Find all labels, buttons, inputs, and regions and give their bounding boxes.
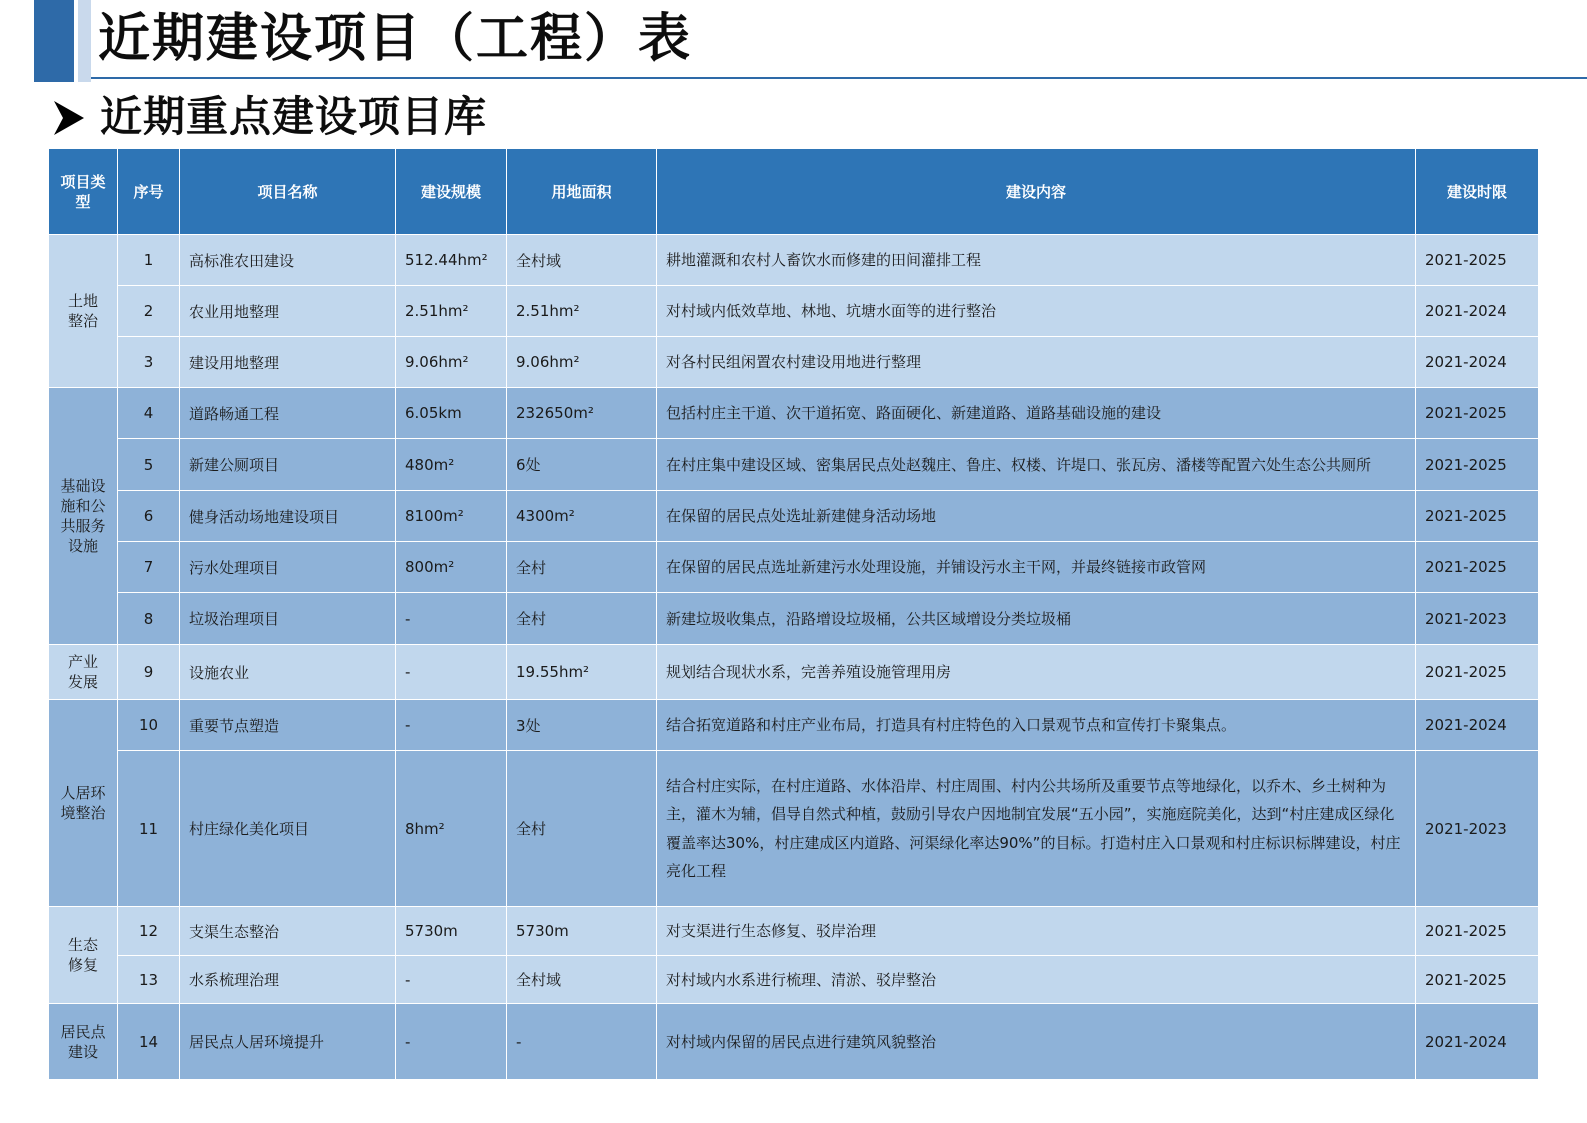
area-cell: 4300m² bbox=[507, 491, 657, 542]
category-cell bbox=[49, 700, 118, 907]
area-cell: 2.51hm² bbox=[507, 286, 657, 337]
table-row bbox=[49, 235, 1539, 286]
table-header-row bbox=[49, 149, 1539, 235]
seq-cell: 1 bbox=[118, 235, 180, 286]
category-label: 基础设施和公共服务设施 bbox=[60, 477, 106, 555]
area-cell: 6处 bbox=[507, 439, 657, 491]
category-group bbox=[49, 235, 1539, 388]
category-cell bbox=[49, 907, 118, 1004]
content-cell: 对各村民组闲置农村建设用地进行整理 bbox=[657, 337, 1416, 388]
table-row bbox=[49, 388, 1539, 439]
name-cell: 垃圾治理项目 bbox=[180, 593, 396, 645]
category-cell bbox=[49, 645, 118, 700]
period-cell: 2021-2025 bbox=[1416, 235, 1539, 286]
title-accent-stripe bbox=[78, 0, 91, 82]
period-cell: 2021-2023 bbox=[1416, 751, 1539, 907]
period-cell: 2021-2024 bbox=[1416, 1004, 1539, 1080]
area-cell: 19.55hm² bbox=[507, 645, 657, 700]
content-cell: 对支渠进行生态修复、驳岸治理 bbox=[657, 907, 1416, 956]
table-row bbox=[49, 1004, 1539, 1080]
seq-cell: 7 bbox=[118, 542, 180, 593]
category-group bbox=[49, 907, 1539, 1004]
section-title: 近期重点建设项目库 bbox=[100, 92, 488, 141]
category-label: 人居环境整治 bbox=[60, 784, 106, 822]
header-seq: 序号 bbox=[118, 149, 180, 235]
category-label: 产业发展 bbox=[67, 653, 98, 691]
area-cell: 全村 bbox=[507, 593, 657, 645]
area-cell: - bbox=[507, 1004, 657, 1080]
name-cell: 居民点人居环境提升 bbox=[180, 1004, 396, 1080]
area-cell: 232650m² bbox=[507, 388, 657, 439]
content-cell: 结合拓宽道路和村庄产业布局，打造具有村庄特色的入口景观节点和宣传打卡聚集点。 bbox=[657, 700, 1416, 751]
category-cell bbox=[49, 1004, 118, 1080]
content-cell: 在保留的居民点处选址新建健身活动场地 bbox=[657, 491, 1416, 542]
seq-cell: 2 bbox=[118, 286, 180, 337]
category-cell bbox=[49, 388, 118, 645]
content-cell: 对村域内水系进行梳理、清淤、驳岸整治 bbox=[657, 956, 1416, 1004]
area-cell: 9.06hm² bbox=[507, 337, 657, 388]
header-area: 用地面积 bbox=[507, 149, 657, 235]
content-cell: 在保留的居民点选址新建污水处理设施，并铺设污水主干网，并最终链接市政管网 bbox=[657, 542, 1416, 593]
table-row bbox=[49, 751, 1539, 907]
period-cell: 2021-2025 bbox=[1416, 645, 1539, 700]
scale-cell: 8hm² bbox=[396, 751, 507, 907]
header-category: 项目类型 bbox=[49, 149, 118, 235]
seq-cell: 6 bbox=[118, 491, 180, 542]
content-cell: 包括村庄主干道、次干道拓宽、路面硬化、新建道路、道路基础设施的建设 bbox=[657, 388, 1416, 439]
table-row bbox=[49, 593, 1539, 645]
content-cell: 对村域内保留的居民点进行建筑风貌整治 bbox=[657, 1004, 1416, 1080]
name-cell: 建设用地整理 bbox=[180, 337, 396, 388]
category-group bbox=[49, 645, 1539, 700]
seq-cell: 14 bbox=[118, 1004, 180, 1080]
name-cell: 污水处理项目 bbox=[180, 542, 396, 593]
period-cell: 2021-2025 bbox=[1416, 491, 1539, 542]
title-underline bbox=[91, 77, 1587, 79]
period-cell: 2021-2025 bbox=[1416, 907, 1539, 956]
scale-cell: - bbox=[396, 1004, 507, 1080]
name-cell: 道路畅通工程 bbox=[180, 388, 396, 439]
table-row bbox=[49, 542, 1539, 593]
table-row bbox=[49, 700, 1539, 751]
period-cell: 2021-2025 bbox=[1416, 439, 1539, 491]
content-cell: 新建垃圾收集点，沿路增设垃圾桶，公共区域增设分类垃圾桶 bbox=[657, 593, 1416, 645]
category-group bbox=[49, 1004, 1539, 1080]
content-cell: 耕地灌溉和农村人畜饮水而修建的田间灌排工程 bbox=[657, 235, 1416, 286]
seq-cell: 9 bbox=[118, 645, 180, 700]
header-period: 建设时限 bbox=[1416, 149, 1539, 235]
area-cell: 全村 bbox=[507, 542, 657, 593]
projects-table bbox=[48, 148, 1539, 1080]
seq-cell: 4 bbox=[118, 388, 180, 439]
seq-cell: 3 bbox=[118, 337, 180, 388]
category-cell bbox=[49, 235, 118, 388]
seq-cell: 13 bbox=[118, 956, 180, 1004]
area-cell: 全村域 bbox=[507, 235, 657, 286]
name-cell: 支渠生态整治 bbox=[180, 907, 396, 956]
category-label: 土地整治 bbox=[67, 292, 98, 330]
content-cell: 规划结合现状水系，完善养殖设施管理用房 bbox=[657, 645, 1416, 700]
name-cell: 新建公厕项目 bbox=[180, 439, 396, 491]
table-row bbox=[49, 645, 1539, 700]
scale-cell: 8100m² bbox=[396, 491, 507, 542]
scale-cell: 800m² bbox=[396, 542, 507, 593]
header-content: 建设内容 bbox=[657, 149, 1416, 235]
seq-cell: 5 bbox=[118, 439, 180, 491]
period-cell: 2021-2025 bbox=[1416, 388, 1539, 439]
seq-cell: 10 bbox=[118, 700, 180, 751]
name-cell: 水系梳理治理 bbox=[180, 956, 396, 1004]
category-label: 居民点建设 bbox=[60, 1022, 106, 1061]
table-row bbox=[49, 439, 1539, 491]
name-cell: 村庄绿化美化项目 bbox=[180, 751, 396, 907]
header-name: 项目名称 bbox=[180, 149, 396, 235]
period-cell: 2021-2024 bbox=[1416, 337, 1539, 388]
period-cell: 2021-2024 bbox=[1416, 286, 1539, 337]
area-cell: 5730m bbox=[507, 907, 657, 956]
period-cell: 2021-2024 bbox=[1416, 700, 1539, 751]
scale-cell: - bbox=[396, 956, 507, 1004]
table-row bbox=[49, 491, 1539, 542]
content-cell: 在村庄集中建设区域、密集居民点处赵魏庄、鲁庄、权楼、许堤口、张瓦房、潘楼等配置六处生态公共厕所 bbox=[657, 439, 1416, 491]
category-label: 生态修复 bbox=[67, 936, 98, 974]
name-cell: 重要节点塑造 bbox=[180, 700, 396, 751]
table-row bbox=[49, 956, 1539, 1004]
arrow-right-icon bbox=[52, 98, 86, 138]
category-group bbox=[49, 700, 1539, 907]
period-cell: 2021-2025 bbox=[1416, 956, 1539, 1004]
area-cell: 全村域 bbox=[507, 956, 657, 1004]
area-cell: 3处 bbox=[507, 700, 657, 751]
scale-cell: 6.05km bbox=[396, 388, 507, 439]
name-cell: 健身活动场地建设项目 bbox=[180, 491, 396, 542]
area-cell: 全村 bbox=[507, 751, 657, 907]
scale-cell: 512.44hm² bbox=[396, 235, 507, 286]
scale-cell: 2.51hm² bbox=[396, 286, 507, 337]
category-group bbox=[49, 388, 1539, 645]
scale-cell: - bbox=[396, 645, 507, 700]
scale-cell: 5730m bbox=[396, 907, 507, 956]
scale-cell: 9.06hm² bbox=[396, 337, 507, 388]
table-row bbox=[49, 907, 1539, 956]
scale-cell: - bbox=[396, 593, 507, 645]
period-cell: 2021-2025 bbox=[1416, 542, 1539, 593]
name-cell: 高标准农田建设 bbox=[180, 235, 396, 286]
period-cell: 2021-2023 bbox=[1416, 593, 1539, 645]
scale-cell: 480m² bbox=[396, 439, 507, 491]
content-cell: 对村域内低效草地、林地、坑塘水面等的进行整治 bbox=[657, 286, 1416, 337]
name-cell: 设施农业 bbox=[180, 645, 396, 700]
title-accent-bar bbox=[34, 0, 74, 82]
header-scale: 建设规模 bbox=[396, 149, 507, 235]
seq-cell: 12 bbox=[118, 907, 180, 956]
seq-cell: 11 bbox=[118, 751, 180, 907]
content-cell: 结合村庄实际，在村庄道路、水体沿岸、村庄周围、村内公共场所及重要节点等地绿化，以乔木、乡土树种为主，灌木为辅，倡导自然式种植，鼓励引导农户因地制宜发展“五小园”，实施庭院美化，达到“村庄建成区绿化覆盖率达30%，村庄建成区内道路、河渠绿化率达90%”的目标。打造村庄入口景观和村庄标识标牌建设，村庄亮化工程 bbox=[657, 751, 1416, 907]
page-title: 近期建设项目（工程）表 bbox=[98, 9, 693, 69]
table-row bbox=[49, 337, 1539, 388]
table-row bbox=[49, 286, 1539, 337]
seq-cell: 8 bbox=[118, 593, 180, 645]
scale-cell: - bbox=[396, 700, 507, 751]
name-cell: 农业用地整理 bbox=[180, 286, 396, 337]
